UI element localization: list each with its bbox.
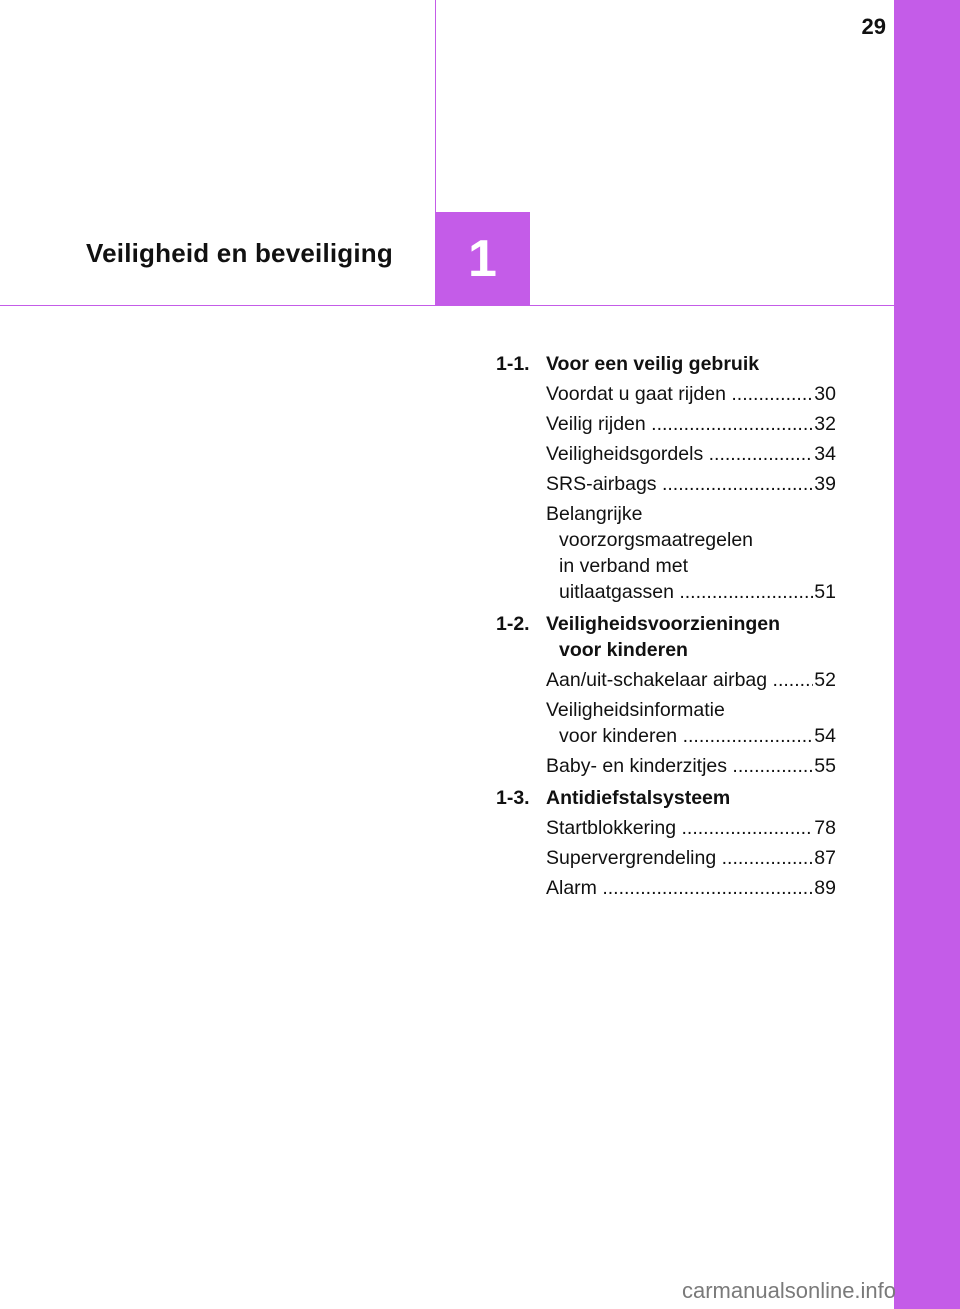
toc-entry-label: Supervergrendeling ..... [546,845,813,871]
toc-entry-page: 54 [814,725,836,747]
toc-entry-label-continued: voor kinderen ..... [546,723,813,749]
toc-entry[interactable] [546,471,836,497]
toc-section-title-continued: voor kinderen [559,639,688,661]
watermark: carmanualsonline.info [682,1278,897,1303]
toc-entry[interactable] [546,815,836,841]
header-vertical-rule [435,0,436,212]
toc-entry-label: Aan/uit-schakelaar airbag ..... [546,667,813,693]
toc-entry-label: Veiligheidsinformatie [546,699,725,721]
toc-entry-label: Baby- en kinderzitjes ..... [546,753,813,779]
chapter-title: Veiligheid en beveiliging [86,238,393,268]
toc-entry-page: 30 [814,383,836,405]
toc-entry-label-continued: voorzorgsmaatregelen [559,529,754,551]
chapter-number-tab: 1 [435,212,530,306]
toc-section-number: 1-3. [496,787,530,809]
toc-section-heading [496,785,836,811]
toc-section-number: 1-2. [496,613,530,635]
toc-entry-label: SRS-airbags ..... [546,471,813,497]
toc-entry[interactable] [546,753,836,779]
chapter-side-strip [894,0,960,1309]
toc-entry-page: 39 [814,473,836,495]
table-of-contents [496,351,836,905]
toc-section-title: Voor een veilig gebruik [546,353,760,375]
toc-entry-page: 78 [814,817,836,839]
toc-section-title: Antidiefstalsysteem [546,787,731,809]
toc-entry[interactable] [546,845,836,871]
toc-entry[interactable] [546,381,836,407]
toc-entry-label: Veilig rijden ..... [546,411,813,437]
toc-entry-label: Alarm ..... [546,875,813,901]
toc-entry-label: Belangrijke [546,503,643,525]
toc-section-heading [496,351,836,377]
toc-entry-label-continued: uitlaatgassen ..... [546,579,813,605]
toc-entry-page: 89 [814,877,836,899]
toc-entry-page: 34 [814,443,836,465]
toc-section-number: 1-1. [496,353,530,375]
toc-entry-page: 51 [814,581,836,603]
toc-entry[interactable] [546,697,836,749]
toc-entry[interactable] [546,441,836,467]
toc-entry-label: Voordat u gaat rijden ..... [546,381,813,407]
toc-entry-page: 87 [814,847,836,869]
page-number: 29 [861,14,886,39]
toc-section-title: Veiligheidsvoorzieningen [546,613,781,635]
toc-entry-label: Veiligheidsgordels ..... [546,441,813,467]
toc-entry-page: 32 [814,413,836,435]
toc-entry[interactable] [546,501,836,605]
toc-entry-page: 52 [814,669,836,691]
toc-entry-label: Startblokkering ..... [546,815,813,841]
toc-entry[interactable] [546,875,836,901]
toc-entry-page: 55 [814,755,836,777]
toc-entry[interactable] [546,667,836,693]
toc-entry[interactable] [546,411,836,437]
toc-section-heading [496,611,836,663]
toc-entry-label-continued: in verband met [559,555,688,577]
